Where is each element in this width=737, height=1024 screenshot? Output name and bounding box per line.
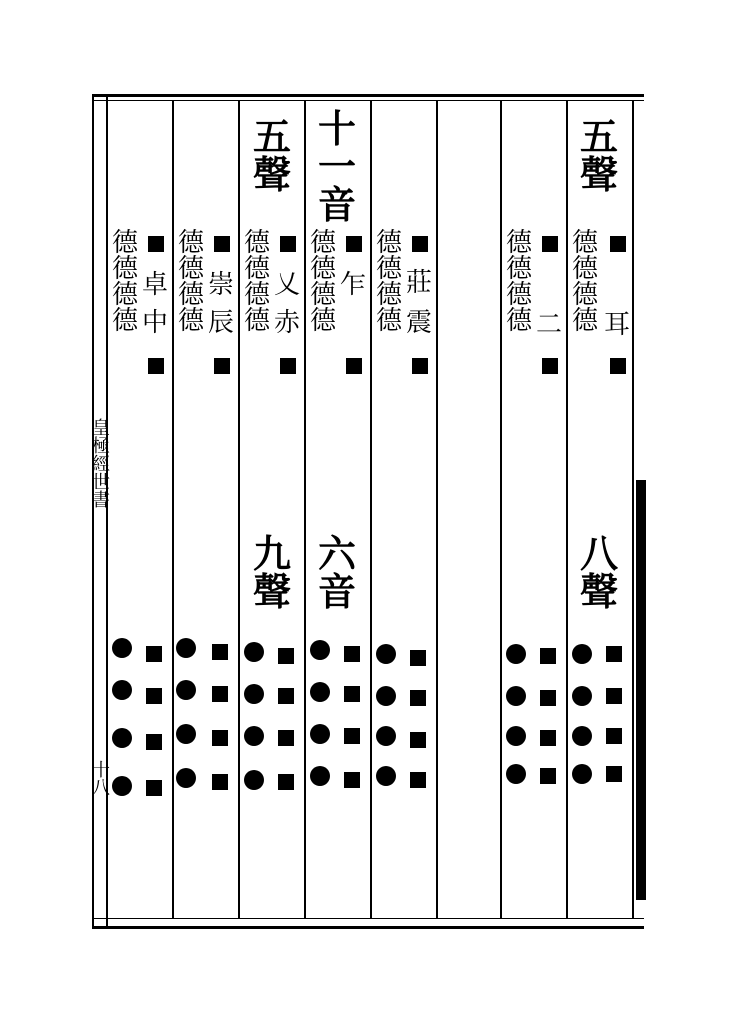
column-rule xyxy=(370,100,372,918)
filled-dot xyxy=(310,766,330,786)
column-4-mid-heading xyxy=(308,531,366,614)
filled-square xyxy=(146,646,162,662)
column-2-chars: 德 德 德 德 xyxy=(505,228,532,336)
vertical-glyph: 八 xyxy=(92,778,110,799)
column-rule xyxy=(632,100,634,918)
margin-left-rule xyxy=(92,94,94,928)
column-5-heading xyxy=(242,114,302,197)
filled-square xyxy=(540,690,556,706)
filled-square xyxy=(606,728,622,744)
column-5-chars: 德 德 德 德 xyxy=(243,228,270,336)
column-7-extra: 卓 xyxy=(141,270,168,300)
filled-square xyxy=(146,688,162,704)
filled-square xyxy=(346,236,362,252)
column-rule xyxy=(500,100,502,918)
vertical-glyph: 六 xyxy=(317,531,356,576)
top-border xyxy=(92,94,644,97)
filled-dot xyxy=(506,686,526,706)
column-7-chars: 德 德 德 德 xyxy=(111,228,138,336)
filled-dot xyxy=(176,768,196,788)
column-6-extra: 辰 xyxy=(207,308,234,338)
filled-dot xyxy=(112,728,132,748)
filled-square xyxy=(280,236,296,252)
margin-book-title xyxy=(88,420,114,510)
filled-dot xyxy=(376,644,396,664)
bottom-border xyxy=(92,926,644,929)
filled-square xyxy=(410,650,426,666)
filled-square xyxy=(278,774,294,790)
filled-square xyxy=(540,768,556,784)
filled-square xyxy=(214,358,230,374)
column-2-extra: 二 xyxy=(535,310,562,340)
filled-dot xyxy=(244,684,264,704)
column-4-extra: 乍 xyxy=(339,270,366,300)
filled-dot xyxy=(310,682,330,702)
vertical-glyph: 聲 xyxy=(579,569,618,614)
column-1-chars: 德 德 德 德 xyxy=(571,228,598,336)
filled-square xyxy=(212,730,228,746)
vertical-glyph: 極 xyxy=(92,436,110,457)
filled-dot xyxy=(506,764,526,784)
filled-square xyxy=(344,772,360,788)
filled-square xyxy=(542,358,558,374)
column-3-extra: 莊 xyxy=(405,268,432,298)
filled-square xyxy=(344,728,360,744)
filled-dot xyxy=(176,724,196,744)
filled-dot xyxy=(244,770,264,790)
filled-dot xyxy=(310,724,330,744)
filled-square xyxy=(610,236,626,252)
column-6-chars: 德 德 德 德 xyxy=(177,228,204,336)
filled-square xyxy=(412,358,428,374)
filled-square xyxy=(606,766,622,782)
right-edge-strip xyxy=(636,480,646,900)
vertical-glyph: 皇 xyxy=(92,418,110,439)
filled-square xyxy=(280,358,296,374)
filled-square xyxy=(148,236,164,252)
vertical-glyph: 書 xyxy=(92,490,110,511)
vertical-glyph: 五 xyxy=(579,114,618,159)
vertical-glyph: 五 xyxy=(252,114,291,159)
column-rule xyxy=(566,100,568,918)
column-5-mid-heading xyxy=(242,531,302,614)
column-rule xyxy=(436,100,438,918)
filled-square xyxy=(410,690,426,706)
vertical-glyph: 世 xyxy=(92,472,110,493)
column-4-heading xyxy=(306,106,368,227)
filled-square xyxy=(212,774,228,790)
column-rule xyxy=(238,100,240,918)
filled-square xyxy=(346,358,362,374)
filled-dot xyxy=(572,726,592,746)
filled-square xyxy=(214,236,230,252)
vertical-glyph: 十 xyxy=(92,760,110,781)
vertical-glyph: 一 xyxy=(317,144,356,189)
column-1-mid-heading xyxy=(572,531,626,614)
filled-square xyxy=(610,358,626,374)
vertical-glyph: 聲 xyxy=(252,569,291,614)
filled-dot xyxy=(112,638,132,658)
column-4-chars: 德 德 德 德 xyxy=(309,228,336,336)
column-6-extra: 崇 xyxy=(207,270,234,300)
vertical-glyph: 聲 xyxy=(579,152,618,197)
filled-square xyxy=(212,686,228,702)
filled-dot xyxy=(176,680,196,700)
margin-page-number xyxy=(88,762,114,798)
filled-square xyxy=(148,358,164,374)
filled-square xyxy=(278,688,294,704)
vertical-glyph: 音 xyxy=(317,182,356,227)
filled-square xyxy=(344,646,360,662)
column-1-heading xyxy=(572,114,626,197)
filled-square xyxy=(540,648,556,664)
filled-dot xyxy=(176,638,196,658)
vertical-glyph: 聲 xyxy=(252,152,291,197)
column-3-chars: 德 德 德 德 xyxy=(375,228,402,336)
filled-square xyxy=(146,780,162,796)
vertical-glyph: 八 xyxy=(579,531,618,576)
filled-dot xyxy=(310,640,330,660)
filled-square xyxy=(410,732,426,748)
filled-square xyxy=(146,734,162,750)
filled-square xyxy=(412,236,428,252)
filled-dot xyxy=(506,726,526,746)
filled-dot xyxy=(112,776,132,796)
bottom-border-inner xyxy=(92,918,644,919)
column-5-extra: 赤 xyxy=(273,308,300,338)
filled-square xyxy=(606,646,622,662)
column-5-extra: 乂 xyxy=(273,270,300,300)
filled-dot xyxy=(572,686,592,706)
filled-dot xyxy=(572,764,592,784)
column-3-extra: 震 xyxy=(405,308,432,338)
filled-dot xyxy=(506,644,526,664)
filled-dot xyxy=(244,642,264,662)
filled-dot xyxy=(376,726,396,746)
filled-square xyxy=(542,236,558,252)
vertical-glyph: 音 xyxy=(317,569,356,614)
vertical-glyph: 十 xyxy=(317,106,356,151)
filled-square xyxy=(606,688,622,704)
margin-right-rule xyxy=(106,94,108,928)
filled-square xyxy=(540,730,556,746)
filled-dot xyxy=(376,686,396,706)
column-rule xyxy=(172,100,174,918)
vertical-glyph: 經 xyxy=(92,454,110,475)
vertical-glyph: 九 xyxy=(252,531,291,576)
filled-square xyxy=(344,686,360,702)
filled-square xyxy=(278,730,294,746)
filled-square xyxy=(410,772,426,788)
filled-square xyxy=(278,648,294,664)
column-1-extra: 耳 xyxy=(603,310,630,340)
top-border-inner xyxy=(92,100,644,101)
column-7-extra: 中 xyxy=(141,308,168,338)
filled-dot xyxy=(112,680,132,700)
filled-dot xyxy=(376,766,396,786)
filled-dot xyxy=(244,726,264,746)
filled-square xyxy=(212,644,228,660)
filled-dot xyxy=(572,644,592,664)
